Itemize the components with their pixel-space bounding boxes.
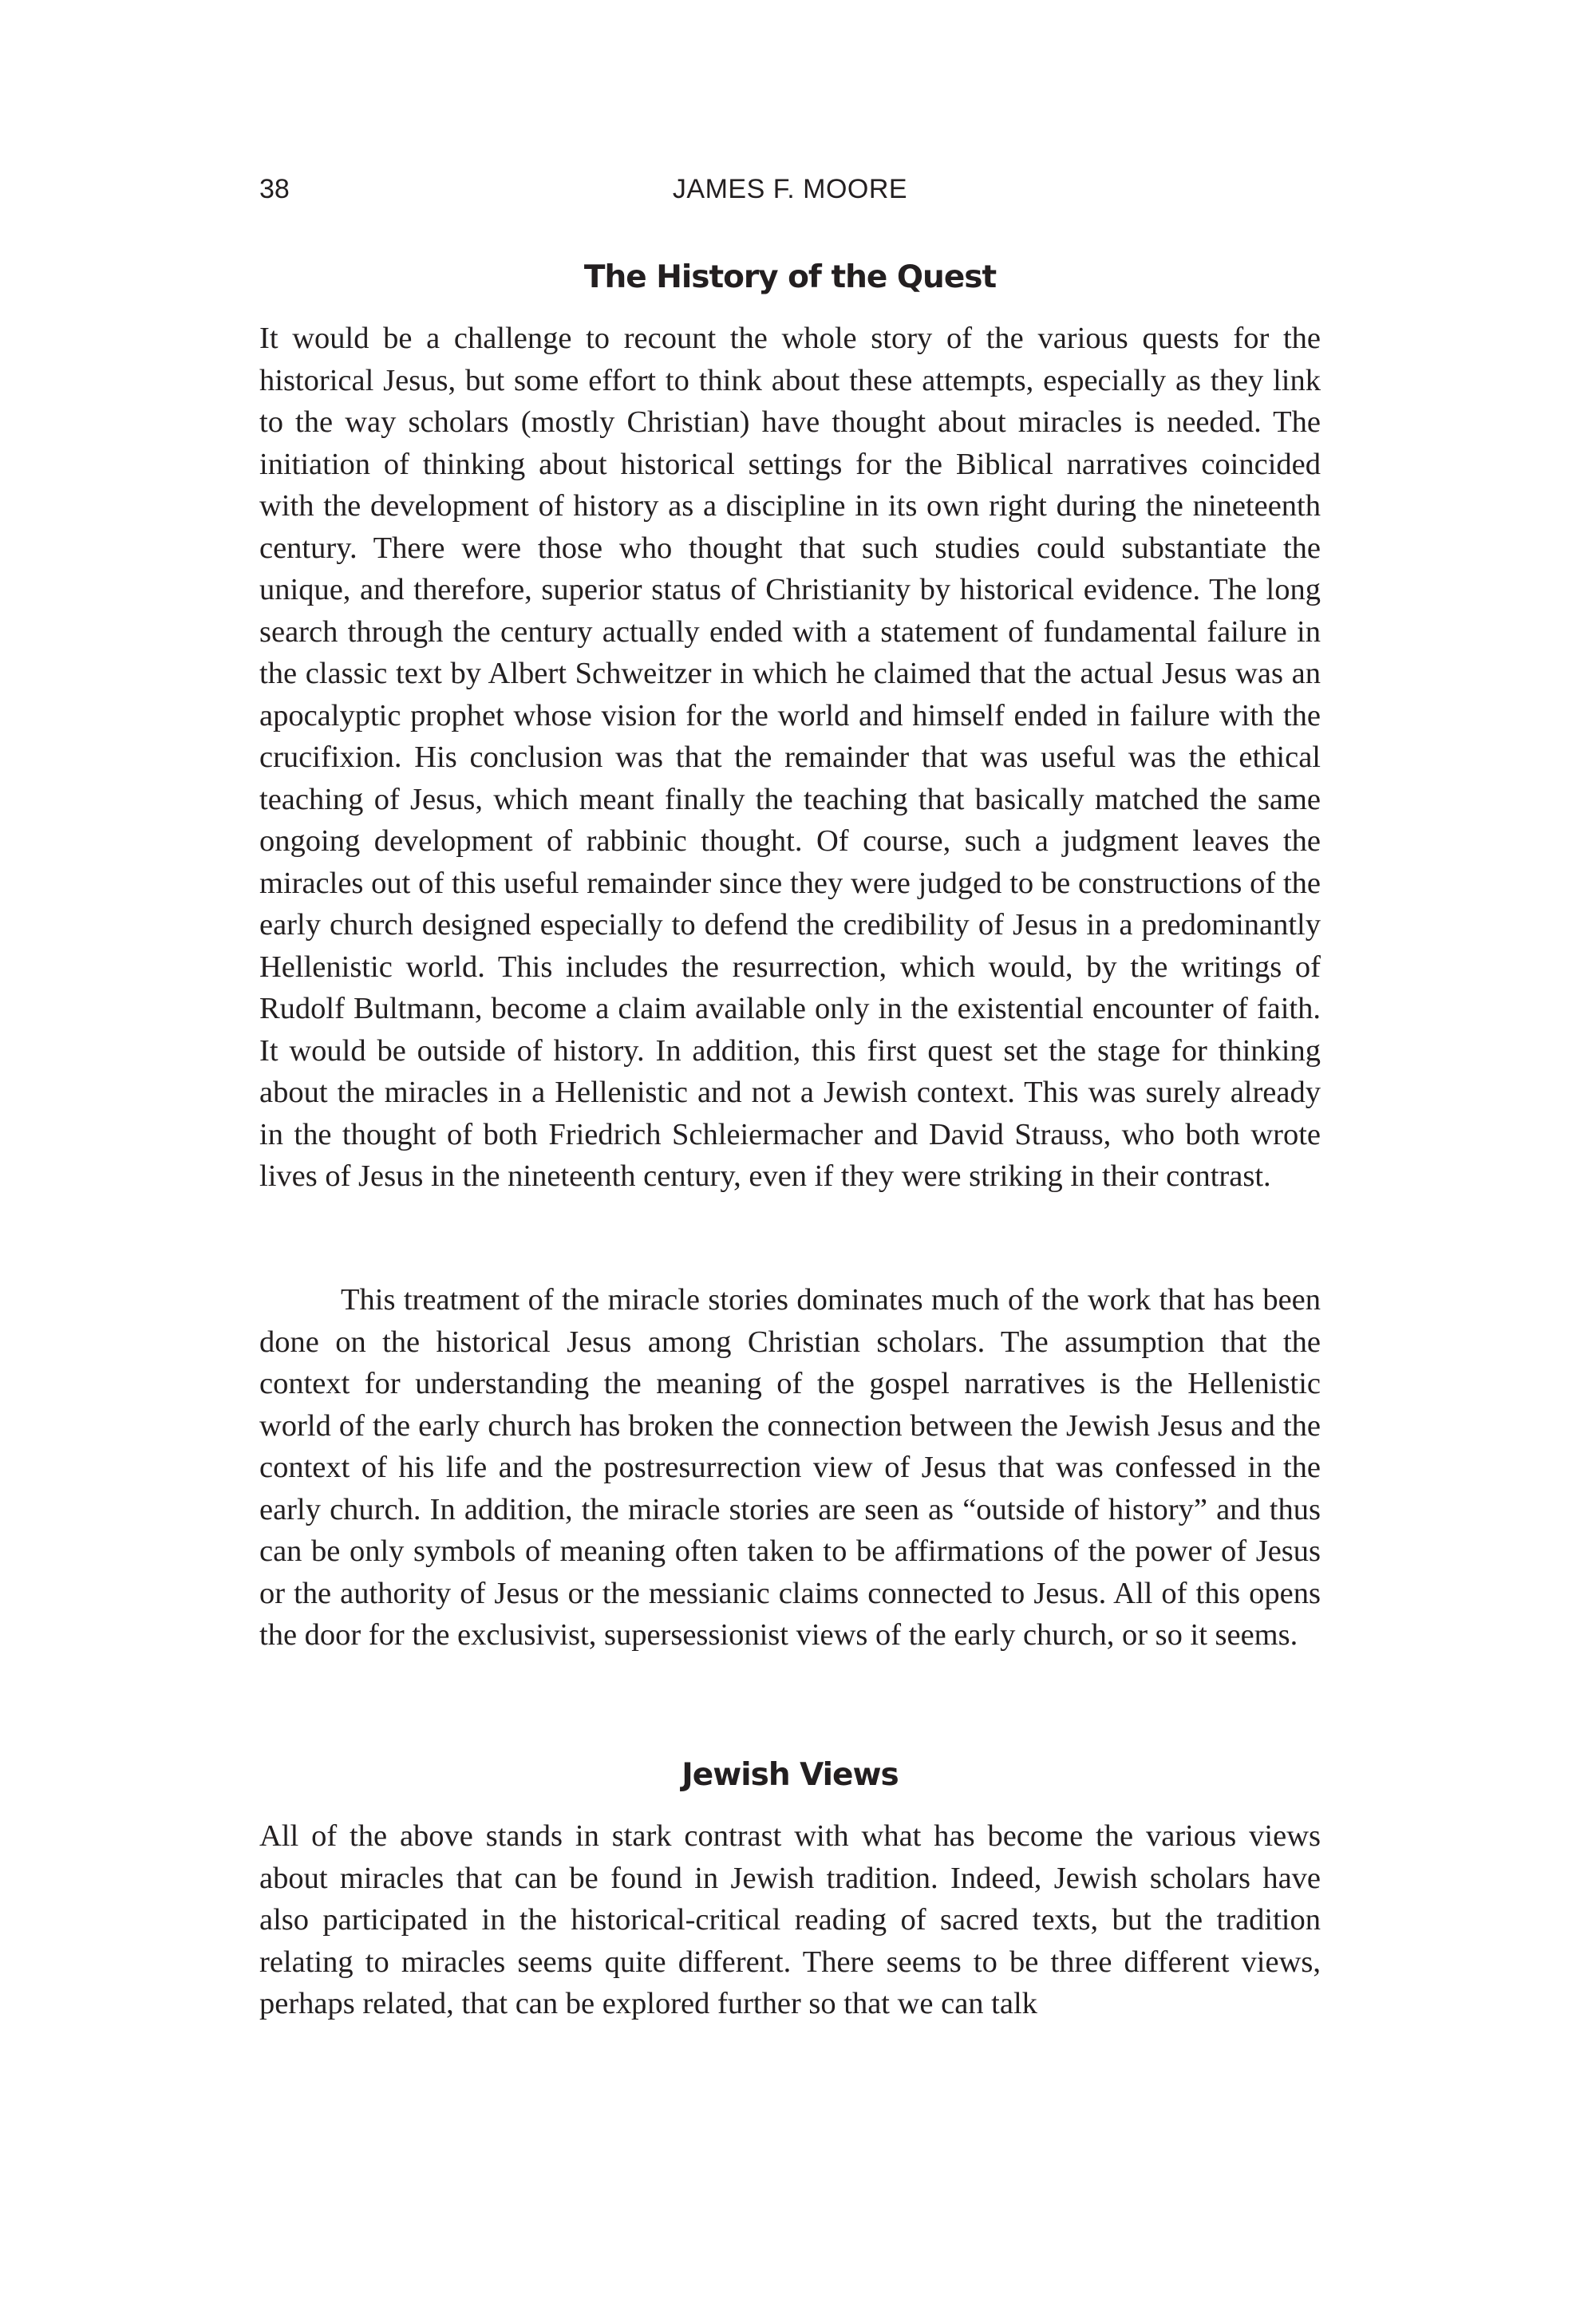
page-number: 38 — [259, 174, 290, 204]
running-head — [259, 169, 1321, 209]
section-heading-jewish-views: Jewish Views — [681, 1757, 899, 1793]
paragraph-history-2: This treatment of the miracle stories dominates much of the work that has been done on the historical Jesus among Christian scholars. The assumption that the context for understanding the meaning of the gospel narratives is the Hellenistic world of the early church has broken the connection between the Jewish Jesus and the context of his life and the postresurrection view of Jesus that was confessed in the early church. In addition, the miracle stories are seen as “outside of history” and thus can be only symbols of meaning often taken to be affirmations of the power of Jesus or the authority of Jesus or the messianic claims connected to Jesus. All of this opens the door for the exclusivist, supersessionist views of the early church, or so it seems. — [259, 1283, 1321, 1652]
section-heading-history-of-quest: The History of the Quest — [583, 259, 997, 295]
paragraph-jewish-views-1: All of the above stands in stark contrast with what has become the various views about miracles that can be found in Jewish tradition. Indeed, Jewish scholars have also participated in the historical-critical reading of sacred texts, but the tradition relating to miracles seems quite different. There seems to be three different views, perhaps related, that can be explored further so that we can talk — [259, 1819, 1321, 2020]
author-name: JAMES F. MOORE — [672, 174, 908, 204]
paragraph-history-1: It would be a challenge to recount the whole story of the various quests for the historical Jesus, but some effort to think about these attempts, especially as they link to the way scholars (mostly Christian) have thought about miracles is needed. The initiation of thinking about historical settings for the Biblical narratives coincided with the development of history as a discipline in its own right during the nineteenth century. There were those who thought that such studies could substantiate the unique, and therefore, superior status of Christianity by historical evidence. The long search through the century actually ended with a statement of fundamental failure in the classic text by Albert Schweitzer in which he claimed that the actual Jesus was an apocalyptic prophet whose vision for the world and himself ended in failure with the crucifixion. His conclusion was that the remainder that was useful was the ethical teaching of Jesus, which meant finally the teaching that basically matched the same ongoing development of rabbinic thought. Of course, such a judgment leaves the miracles out of this useful remainder since they were judged to be constructions of the early church designed especially to defend the credibility of Jesus in a predominantly Hellenistic world. This includes the resurrection, which would, by the writings of Rudolf Bultmann, become a claim available only in the existential encounter of faith. It would be outside of history. In addition, this first quest set the stage for thinking about the miracles in a Hellenistic and not a Jewish context. This was surely already in the thought of both Friedrich Schleiermacher and David Strauss, who both wrote lives of Jesus in the nineteenth century, even if they were striking in their contrast. — [259, 322, 1321, 1193]
